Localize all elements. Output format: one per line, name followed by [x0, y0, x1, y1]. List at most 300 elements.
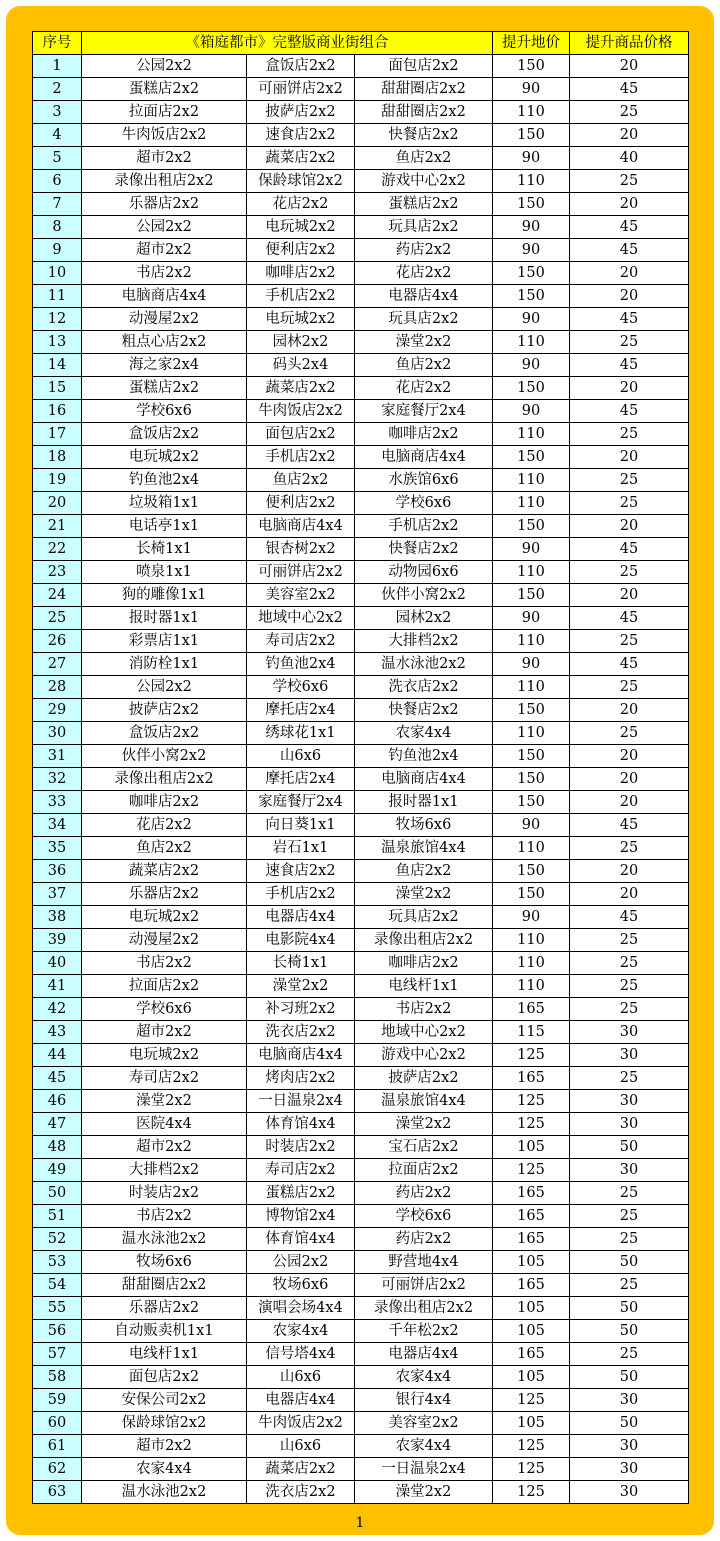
table-body [33, 55, 689, 1504]
shop-2: 山6x6 [247, 745, 355, 768]
shop-2: 地域中心2x2 [247, 607, 355, 630]
shop-1: 狗的雕像1x1 [82, 584, 247, 607]
shop-3: 录像出租店2x2 [355, 1297, 493, 1320]
goods-price: 45 [570, 216, 689, 239]
row-number: 1 [33, 55, 82, 78]
shop-1: 书店2x2 [82, 952, 247, 975]
shop-2: 寿司店2x2 [247, 630, 355, 653]
row-number: 56 [33, 1320, 82, 1343]
shop-2: 牧场6x6 [247, 1274, 355, 1297]
goods-price: 20 [570, 377, 689, 400]
table-row [33, 745, 689, 768]
shop-2: 补习班2x2 [247, 998, 355, 1021]
goods-price: 20 [570, 768, 689, 791]
shop-1: 安保公司2x2 [82, 1389, 247, 1412]
table-row [33, 952, 689, 975]
shop-3: 银行4x4 [355, 1389, 493, 1412]
table-row [33, 814, 689, 837]
shop-3: 农家4x4 [355, 1435, 493, 1458]
shop-1: 粗点心店2x2 [82, 331, 247, 354]
goods-price: 25 [570, 469, 689, 492]
row-number: 47 [33, 1113, 82, 1136]
row-number: 48 [33, 1136, 82, 1159]
row-number: 34 [33, 814, 82, 837]
goods-price: 45 [570, 814, 689, 837]
table-row [33, 975, 689, 998]
row-number: 29 [33, 699, 82, 722]
shop-1: 农家4x4 [82, 1458, 247, 1481]
land-value: 150 [493, 515, 570, 538]
shop-3: 澡堂2x2 [355, 331, 493, 354]
shop-1: 大排档2x2 [82, 1159, 247, 1182]
table-row [33, 1320, 689, 1343]
shop-3: 快餐店2x2 [355, 699, 493, 722]
land-value: 110 [493, 676, 570, 699]
shop-3: 温泉旅馆4x4 [355, 837, 493, 860]
shop-1: 温水泳池2x2 [82, 1481, 247, 1504]
header-goods-price: 提升商品价格 [570, 32, 689, 55]
shop-2: 电脑商店4x4 [247, 515, 355, 538]
shop-3: 动物园6x6 [355, 561, 493, 584]
land-value: 150 [493, 377, 570, 400]
shop-3: 报时器1x1 [355, 791, 493, 814]
shop-1: 花店2x2 [82, 814, 247, 837]
table-row [33, 676, 689, 699]
land-value: 125 [493, 1113, 570, 1136]
shop-1: 蔬菜店2x2 [82, 860, 247, 883]
table-row [33, 1274, 689, 1297]
shop-2: 鱼店2x2 [247, 469, 355, 492]
table-row [33, 1412, 689, 1435]
row-number: 51 [33, 1205, 82, 1228]
shop-1: 澡堂2x2 [82, 1090, 247, 1113]
land-value: 125 [493, 1389, 570, 1412]
row-number: 37 [33, 883, 82, 906]
shop-2: 体育馆4x4 [247, 1113, 355, 1136]
shop-2: 钓鱼池2x4 [247, 653, 355, 676]
land-value: 110 [493, 492, 570, 515]
goods-price: 25 [570, 630, 689, 653]
shop-1: 电话亭1x1 [82, 515, 247, 538]
row-number: 53 [33, 1251, 82, 1274]
shop-1: 电玩城2x2 [82, 446, 247, 469]
shop-3: 美容室2x2 [355, 1412, 493, 1435]
goods-price: 50 [570, 1320, 689, 1343]
shop-1: 钓鱼池2x4 [82, 469, 247, 492]
shop-2: 披萨店2x2 [247, 101, 355, 124]
row-number: 32 [33, 768, 82, 791]
shop-2: 公园2x2 [247, 1251, 355, 1274]
table-row [33, 285, 689, 308]
land-value: 165 [493, 998, 570, 1021]
row-number: 22 [33, 538, 82, 561]
goods-price: 30 [570, 1044, 689, 1067]
table-row [33, 147, 689, 170]
shop-2: 农家4x4 [247, 1320, 355, 1343]
table-row [33, 170, 689, 193]
land-value: 150 [493, 446, 570, 469]
shop-3: 野营地4x4 [355, 1251, 493, 1274]
row-number: 19 [33, 469, 82, 492]
goods-price: 50 [570, 1297, 689, 1320]
row-number: 60 [33, 1412, 82, 1435]
page-number: 1 [355, 1515, 365, 1531]
land-value: 90 [493, 906, 570, 929]
table-row [33, 78, 689, 101]
shop-1: 海之家2x4 [82, 354, 247, 377]
shop-3: 学校6x6 [355, 1205, 493, 1228]
goods-price: 30 [570, 1159, 689, 1182]
shop-1: 彩票店1x1 [82, 630, 247, 653]
row-number: 36 [33, 860, 82, 883]
shop-3: 甜甜圈店2x2 [355, 101, 493, 124]
row-number: 33 [33, 791, 82, 814]
land-value: 125 [493, 1159, 570, 1182]
shop-1: 拉面店2x2 [82, 975, 247, 998]
row-number: 42 [33, 998, 82, 1021]
combo-table [32, 31, 689, 1504]
row-number: 55 [33, 1297, 82, 1320]
shop-3: 家庭餐厅2x4 [355, 400, 493, 423]
shop-2: 澡堂2x2 [247, 975, 355, 998]
land-value: 110 [493, 469, 570, 492]
goods-price: 25 [570, 1274, 689, 1297]
shop-2: 烤肉店2x2 [247, 1067, 355, 1090]
shop-2: 速食店2x2 [247, 124, 355, 147]
shop-2: 电影院4x4 [247, 929, 355, 952]
table-row [33, 1366, 689, 1389]
goods-price: 20 [570, 883, 689, 906]
goods-price: 30 [570, 1021, 689, 1044]
table-row [33, 446, 689, 469]
table-row [33, 55, 689, 78]
shop-3: 电器店4x4 [355, 1343, 493, 1366]
table-row [33, 1343, 689, 1366]
goods-price: 25 [570, 101, 689, 124]
shop-2: 家庭餐厅2x4 [247, 791, 355, 814]
header-row [33, 32, 689, 55]
row-number: 9 [33, 239, 82, 262]
row-number: 25 [33, 607, 82, 630]
land-value: 90 [493, 538, 570, 561]
row-number: 17 [33, 423, 82, 446]
table-row [33, 607, 689, 630]
shop-2: 银杏树2x2 [247, 538, 355, 561]
shop-3: 鱼店2x2 [355, 860, 493, 883]
table-row [33, 837, 689, 860]
row-number: 5 [33, 147, 82, 170]
table-row [33, 768, 689, 791]
table-row [33, 1113, 689, 1136]
goods-price: 45 [570, 400, 689, 423]
table-row [33, 239, 689, 262]
header-land-value: 提升地价 [493, 32, 570, 55]
shop-2: 信号塔4x4 [247, 1343, 355, 1366]
goods-price: 25 [570, 170, 689, 193]
land-value: 110 [493, 101, 570, 124]
goods-price: 45 [570, 239, 689, 262]
land-value: 165 [493, 1182, 570, 1205]
table-row [33, 538, 689, 561]
goods-price: 20 [570, 584, 689, 607]
row-number: 54 [33, 1274, 82, 1297]
table-row [33, 860, 689, 883]
table-row [33, 1481, 689, 1504]
shop-2: 便利店2x2 [247, 239, 355, 262]
shop-1: 甜甜圈店2x2 [82, 1274, 247, 1297]
shop-3: 药店2x2 [355, 1182, 493, 1205]
land-value: 150 [493, 262, 570, 285]
goods-price: 25 [570, 1182, 689, 1205]
table-row [33, 791, 689, 814]
shop-2: 洗衣店2x2 [247, 1021, 355, 1044]
row-number: 23 [33, 561, 82, 584]
goods-price: 25 [570, 423, 689, 446]
shop-3: 宝石店2x2 [355, 1136, 493, 1159]
row-number: 49 [33, 1159, 82, 1182]
shop-2: 便利店2x2 [247, 492, 355, 515]
shop-2: 一日温泉2x4 [247, 1090, 355, 1113]
row-number: 8 [33, 216, 82, 239]
shop-3: 手机店2x2 [355, 515, 493, 538]
land-value: 165 [493, 1067, 570, 1090]
shop-3: 披萨店2x2 [355, 1067, 493, 1090]
table-row [33, 929, 689, 952]
shop-1: 保龄球馆2x2 [82, 1412, 247, 1435]
shop-3: 书店2x2 [355, 998, 493, 1021]
land-value: 110 [493, 630, 570, 653]
goods-price: 25 [570, 676, 689, 699]
shop-1: 蛋糕店2x2 [82, 78, 247, 101]
shop-2: 长椅1x1 [247, 952, 355, 975]
goods-price: 25 [570, 952, 689, 975]
shop-2: 演唱会场4x4 [247, 1297, 355, 1320]
shop-1: 拉面店2x2 [82, 101, 247, 124]
row-number: 43 [33, 1021, 82, 1044]
row-number: 10 [33, 262, 82, 285]
land-value: 110 [493, 952, 570, 975]
goods-price: 20 [570, 55, 689, 78]
land-value: 150 [493, 193, 570, 216]
row-number: 57 [33, 1343, 82, 1366]
table-row [33, 1389, 689, 1412]
land-value: 105 [493, 1366, 570, 1389]
table-row [33, 630, 689, 653]
shop-3: 大排档2x2 [355, 630, 493, 653]
row-number: 20 [33, 492, 82, 515]
row-number: 44 [33, 1044, 82, 1067]
shop-2: 手机店2x2 [247, 883, 355, 906]
shop-1: 消防栓1x1 [82, 653, 247, 676]
shop-1: 自动贩卖机1x1 [82, 1320, 247, 1343]
shop-2: 向日葵1x1 [247, 814, 355, 837]
land-value: 125 [493, 1435, 570, 1458]
table-row [33, 515, 689, 538]
row-number: 63 [33, 1481, 82, 1504]
shop-3: 温水泳池2x2 [355, 653, 493, 676]
shop-2: 盒饭店2x2 [247, 55, 355, 78]
goods-price: 25 [570, 998, 689, 1021]
shop-2: 电脑商店4x4 [247, 1044, 355, 1067]
table-row [33, 1021, 689, 1044]
shop-3: 农家4x4 [355, 1366, 493, 1389]
shop-1: 书店2x2 [82, 1205, 247, 1228]
goods-price: 25 [570, 1228, 689, 1251]
land-value: 150 [493, 55, 570, 78]
shop-1: 长椅1x1 [82, 538, 247, 561]
land-value: 150 [493, 883, 570, 906]
row-number: 4 [33, 124, 82, 147]
shop-2: 手机店2x2 [247, 446, 355, 469]
shop-3: 拉面店2x2 [355, 1159, 493, 1182]
shop-1: 乐器店2x2 [82, 1297, 247, 1320]
row-number: 16 [33, 400, 82, 423]
goods-price: 30 [570, 1435, 689, 1458]
shop-2: 蔬菜店2x2 [247, 377, 355, 400]
goods-price: 25 [570, 1205, 689, 1228]
shop-3: 电器店4x4 [355, 285, 493, 308]
shop-3: 园林2x2 [355, 607, 493, 630]
shop-1: 公园2x2 [82, 676, 247, 699]
shop-1: 医院4x4 [82, 1113, 247, 1136]
shop-2: 博物馆2x4 [247, 1205, 355, 1228]
row-number: 28 [33, 676, 82, 699]
shop-3: 鱼店2x2 [355, 354, 493, 377]
land-value: 90 [493, 239, 570, 262]
shop-1: 温水泳池2x2 [82, 1228, 247, 1251]
table-row [33, 1251, 689, 1274]
row-number: 21 [33, 515, 82, 538]
goods-price: 25 [570, 929, 689, 952]
goods-price: 20 [570, 791, 689, 814]
goods-price: 50 [570, 1366, 689, 1389]
shop-2: 绣球花1x1 [247, 722, 355, 745]
shop-2: 洗衣店2x2 [247, 1481, 355, 1504]
land-value: 110 [493, 975, 570, 998]
table-row [33, 469, 689, 492]
goods-price: 30 [570, 1458, 689, 1481]
shop-1: 牛肉饭店2x2 [82, 124, 247, 147]
goods-price: 25 [570, 492, 689, 515]
shop-3: 鱼店2x2 [355, 147, 493, 170]
land-value: 90 [493, 653, 570, 676]
shop-2: 速食店2x2 [247, 860, 355, 883]
shop-3: 澡堂2x2 [355, 1113, 493, 1136]
table-row [33, 1297, 689, 1320]
shop-2: 花店2x2 [247, 193, 355, 216]
goods-price: 45 [570, 308, 689, 331]
shop-3: 甜甜圈店2x2 [355, 78, 493, 101]
row-number: 26 [33, 630, 82, 653]
land-value: 90 [493, 216, 570, 239]
shop-3: 玩具店2x2 [355, 308, 493, 331]
shop-1: 动漫屋2x2 [82, 308, 247, 331]
shop-2: 电器店4x4 [247, 1389, 355, 1412]
shop-3: 千年松2x2 [355, 1320, 493, 1343]
land-value: 110 [493, 837, 570, 860]
shop-1: 乐器店2x2 [82, 193, 247, 216]
land-value: 105 [493, 1251, 570, 1274]
row-number: 18 [33, 446, 82, 469]
land-value: 90 [493, 607, 570, 630]
table-row [33, 699, 689, 722]
row-number: 38 [33, 906, 82, 929]
shop-1: 公园2x2 [82, 55, 247, 78]
goods-price: 45 [570, 78, 689, 101]
goods-price: 25 [570, 975, 689, 998]
goods-price: 20 [570, 515, 689, 538]
goods-price: 20 [570, 860, 689, 883]
shop-2: 蛋糕店2x2 [247, 1182, 355, 1205]
land-value: 150 [493, 745, 570, 768]
land-value: 150 [493, 124, 570, 147]
shop-3: 澡堂2x2 [355, 1481, 493, 1504]
table-row [33, 400, 689, 423]
row-number: 50 [33, 1182, 82, 1205]
table-row [33, 883, 689, 906]
shop-3: 电脑商店4x4 [355, 446, 493, 469]
row-number: 2 [33, 78, 82, 101]
table-row [33, 998, 689, 1021]
land-value: 150 [493, 791, 570, 814]
goods-price: 45 [570, 354, 689, 377]
land-value: 150 [493, 285, 570, 308]
shop-3: 快餐店2x2 [355, 538, 493, 561]
shop-3: 游戏中心2x2 [355, 170, 493, 193]
shop-2: 美容室2x2 [247, 584, 355, 607]
shop-1: 喷泉1x1 [82, 561, 247, 584]
header-title: 《箱庭都市》完整版商业街组合 [82, 32, 493, 55]
land-value: 165 [493, 1274, 570, 1297]
shop-1: 咖啡店2x2 [82, 791, 247, 814]
row-number: 24 [33, 584, 82, 607]
land-value: 90 [493, 400, 570, 423]
row-number: 39 [33, 929, 82, 952]
land-value: 125 [493, 1481, 570, 1504]
shop-3: 一日温泉2x4 [355, 1458, 493, 1481]
table-row [33, 193, 689, 216]
row-number: 12 [33, 308, 82, 331]
shop-2: 时装店2x2 [247, 1136, 355, 1159]
goods-price: 25 [570, 331, 689, 354]
row-number: 45 [33, 1067, 82, 1090]
table-row [33, 1435, 689, 1458]
goods-price: 45 [570, 538, 689, 561]
shop-3: 花店2x2 [355, 262, 493, 285]
row-number: 62 [33, 1458, 82, 1481]
shop-3: 快餐店2x2 [355, 124, 493, 147]
shop-1: 鱼店2x2 [82, 837, 247, 860]
shop-3: 药店2x2 [355, 1228, 493, 1251]
land-value: 125 [493, 1090, 570, 1113]
land-value: 150 [493, 584, 570, 607]
row-number: 58 [33, 1366, 82, 1389]
shop-1: 盒饭店2x2 [82, 722, 247, 745]
goods-price: 45 [570, 607, 689, 630]
table-row [33, 561, 689, 584]
shop-2: 电玩城2x2 [247, 216, 355, 239]
table-row [33, 584, 689, 607]
shop-1: 伙伴小窝2x2 [82, 745, 247, 768]
land-value: 105 [493, 1320, 570, 1343]
shop-1: 电玩城2x2 [82, 1044, 247, 1067]
shop-1: 电脑商店4x4 [82, 285, 247, 308]
goods-price: 20 [570, 124, 689, 147]
shop-2: 面包店2x2 [247, 423, 355, 446]
goods-price: 30 [570, 1113, 689, 1136]
table-row [33, 722, 689, 745]
shop-1: 寿司店2x2 [82, 1067, 247, 1090]
